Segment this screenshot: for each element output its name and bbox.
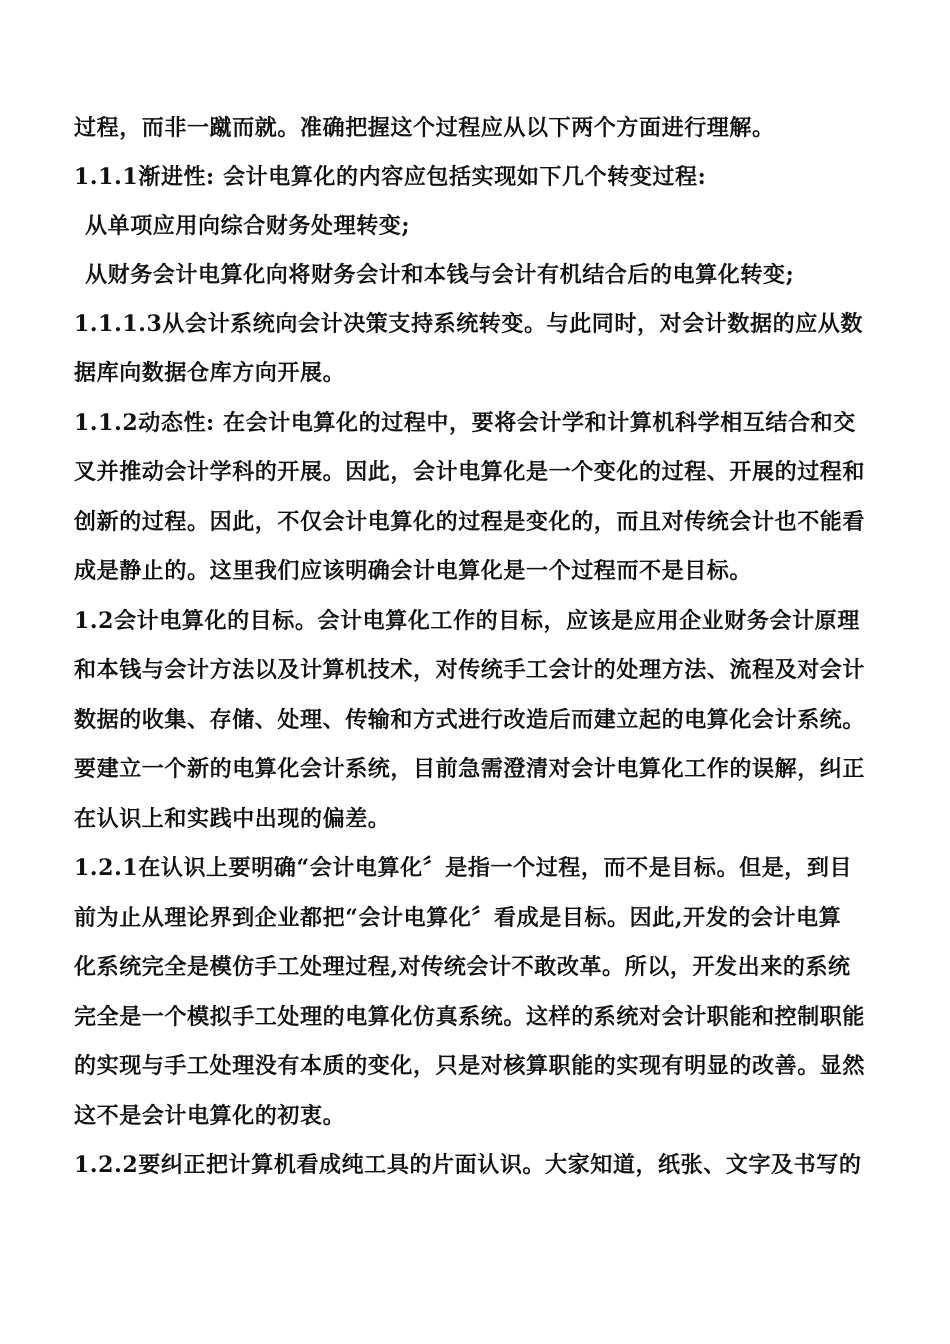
text-line: 1.1.1渐进性: 会计电算化的内容应包括实现如下几个转变过程: xyxy=(74,164,707,190)
text-line: 叉并推动会计学科的开展。因此，会计电算化是一个变化的过程、开展的过程和 xyxy=(74,459,866,485)
text-line: 要建立一个新的电算化会计系统，目前急需澄清对会计电算化工作的误解，纠正 xyxy=(74,756,866,782)
text-line: 1.2会计电算化的目标。会计电算化工作的目标，应该是应用企业财务会计原理 xyxy=(74,608,860,634)
text-line: 完全是一个模拟手工处理的电算化仿真系统。这样的系统对会计职能和控制职能 xyxy=(74,1004,866,1030)
text-line: 前为止从理论界到企业都把“会计电算化〞看成是目标。因此,开发的会计电算 xyxy=(74,905,842,931)
text-line: 和本钱与会计方法以及计算机技术，对传统手工会计的处理方法、流程及对会计 xyxy=(74,657,866,683)
text-line: 数据的收集、存储、处理、传输和方式进行改造后而建立起的电算化会计系统。 xyxy=(74,707,866,733)
text-line: 创新的过程。因此，不仅会计电算化的过程是变化的，而且对传统会计也不能看 xyxy=(74,509,866,535)
text-line: 1.2.1在认识上要明确“会计电算化〞是指一个过程，而不是目标。但是，到目 xyxy=(74,855,853,881)
text-line: 过程，而非一蹴而就。准确把握这个过程应从以下两个方面进行理解。 xyxy=(74,115,775,141)
text-line: 的实现与手工处理没有本质的变化，只是对核算职能的实现有明显的改善。显然 xyxy=(74,1053,866,1079)
text-line: 1.1.1.3从会计系统向会计决策支持系统转变。与此同时，对会计数据的应从数 xyxy=(74,311,864,337)
text-line: 这不是会计电算化的初衷。 xyxy=(74,1103,346,1129)
text-line: 1.1.2动态性: 在会计电算化的过程中，要将会计学和计算机科学相互结合和交 xyxy=(74,410,856,436)
text-line: 成是静止的。这里我们应该明确会计电算化是一个过程而不是目标。 xyxy=(74,558,753,584)
text-line: 从财务会计电算化向将财务会计和本钱与会计有机结合后的电算化转变; xyxy=(85,262,795,288)
text-line: 从单项应用向综合财务处理转变; xyxy=(85,213,411,239)
text-line: 1.2.2要纠正把计算机看成纯工具的片面认识。大家知道，纸张、文字及书写的 xyxy=(74,1152,862,1178)
text-line: 化系统完全是模仿手工处理过程,对传统会计不敢改革。所以，开发出来的系统 xyxy=(74,954,851,980)
text-line: 据库向数据仓库方向开展。 xyxy=(74,360,346,386)
text-line: 在认识上和实践中出现的偏差。 xyxy=(74,806,391,832)
